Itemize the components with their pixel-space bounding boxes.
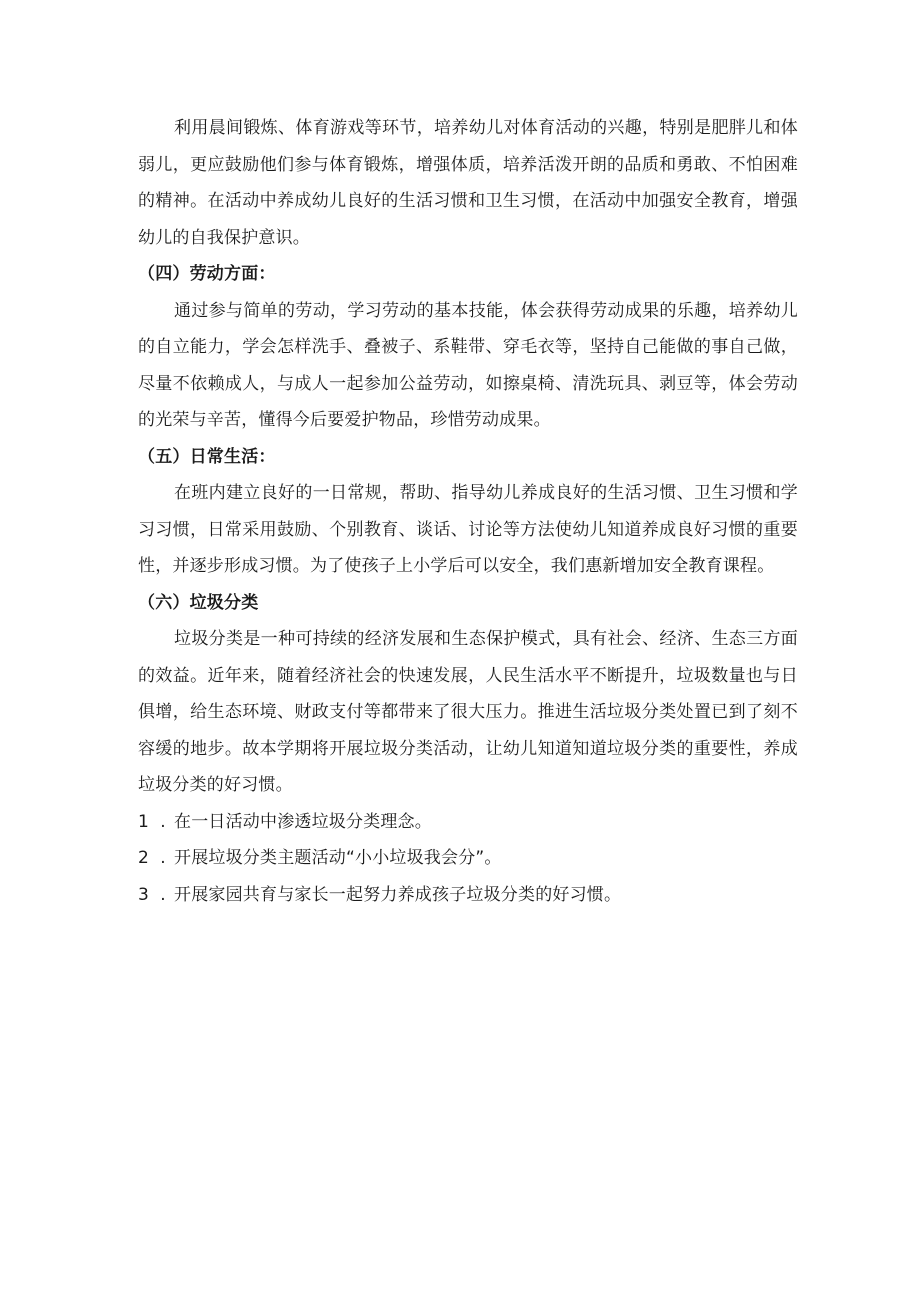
- list-item-text: 开展垃圾分类主题活动“小小垃圾我会分”。: [174, 848, 502, 868]
- list-item-number: 1: [138, 811, 150, 832]
- list-item-text: 在一日活动中渗透垃圾分类理念。: [174, 811, 432, 832]
- daily-life-heading: （五）日常生活：: [138, 446, 276, 467]
- list-item-text: 开展家园共育与家长一起努力养成孩子垃圾分类的好习惯。: [174, 884, 622, 905]
- list-item-dot: .: [160, 811, 166, 832]
- list-item: [138, 840, 798, 877]
- list-item: [138, 877, 798, 914]
- list-item: [138, 804, 798, 841]
- garbage-sorting-heading: （六）垃圾分类: [138, 592, 259, 613]
- list-item-number: 3: [138, 884, 150, 905]
- list-item-number: 2: [138, 848, 150, 868]
- garbage-sorting-paragraph: 垃圾分类是一种可持续的经济发展和生态保护模式，具有社会、经济、生态三方面的效益。近年来，随着经济社会的快速发展，人民生活水平不断提升，垃圾数量也与日俱增，给生态环境、财政支付等都带来了很大压力。推进生活垃圾分类处置已到了刻不容缓的地步。故本学期将开展垃圾分类活动，让幼儿知道知道垃圾分类的重要性，养成垃圾分类的好习惯。: [138, 629, 798, 795]
- daily-life-paragraph: 在班内建立良好的一日常规，帮助、指导幼儿养成良好的生活习惯、卫生习惯和学习习惯，日常采用鼓励、个别教育、谈话、讨论等方法使幼儿知道养成良好习惯的重要性，并逐步形成习惯。为了使孩子上小学后可以安全，我们惠新增加安全教育课程。: [138, 483, 798, 576]
- labor-paragraph: 通过参与简单的劳动，学习劳动的基本技能，体会获得劳动成果的乐趣，培养幼儿的自立能力，学会怎样洗手、叠被子、系鞋带、穿毛衣等，坚持自己能做的事自己做，尽量不依赖成人，与成人一起参加公益劳动，如擦桌椅、清洗玩具、剥豆等，体会劳动的光荣与辛苦，懂得今后要爱护物品，珍惜劳动成果。: [138, 300, 798, 430]
- list-item-dot: .: [160, 848, 166, 868]
- pe-paragraph: 利用晨间锻炼、体育游戏等环节，培养幼儿对体育活动的兴趣，特别是肥胖儿和体弱儿，更应鼓励他们参与体育锻炼，增强体质，培养活泼开朗的品质和勇敢、不怕困难的精神。在活动中养成幼儿良好的生活习惯和卫生习惯，在活动中加强安全教育，增强幼儿的自我保护意识。: [138, 118, 798, 248]
- document-body: [138, 110, 798, 913]
- list-item-dot: .: [160, 884, 166, 905]
- labor-heading: （四）劳动方面：: [138, 264, 276, 284]
